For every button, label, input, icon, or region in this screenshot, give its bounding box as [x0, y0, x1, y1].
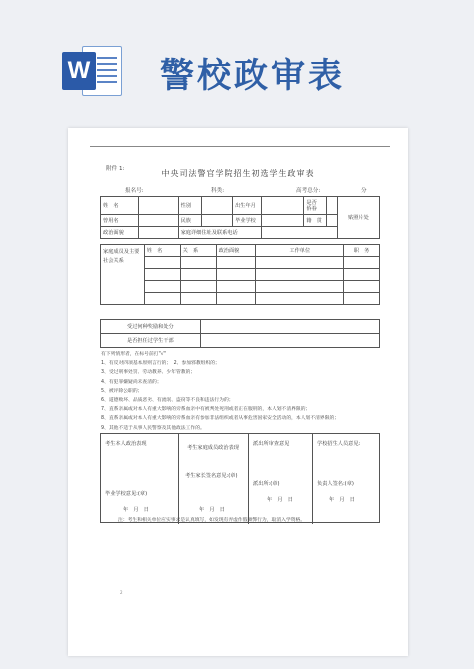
- family-header-position: 职 务: [344, 245, 380, 257]
- native-label: 籍 贯: [304, 215, 327, 227]
- punish-field[interactable]: [200, 320, 379, 334]
- leader-sign-label: 负责人签名:(章): [317, 481, 354, 487]
- document-page: [68, 128, 408, 656]
- opinion-table: [100, 433, 380, 523]
- subject-label: 科类:: [211, 188, 225, 194]
- school-team-label: 学校招生人员意见:: [317, 441, 361, 447]
- footnote: 注：考生和相关单位应实事求是认真填写，如发现有弄虚作假舞弊行为，取消入学资格。: [118, 518, 306, 523]
- note-line: 3、受过刑事处罚、劳动教养、少年管教的；: [101, 370, 196, 376]
- date-label: 年 月 日: [199, 507, 225, 513]
- photo-box: 贴照片处: [337, 197, 379, 239]
- attachment-label: 附件 1:: [106, 166, 125, 172]
- ethnic-label: 民族: [178, 215, 201, 227]
- note-line: 8、直系亲属或对本人有重大影响的旁系血亲有参加非法组织或者从事危害国家安全活动的，本人划不清界限的；: [101, 416, 340, 422]
- date-label: 年 月 日: [329, 497, 355, 503]
- grad-school-label: 毕业学校意见:(章): [105, 491, 148, 497]
- score-unit: 分: [361, 188, 367, 194]
- name-field[interactable]: [138, 197, 178, 215]
- school-label: 毕业学校: [233, 215, 262, 227]
- note-line: 1、有反对四项基本原则言行的； 2、参加邪教组织的；: [101, 361, 220, 367]
- note-line: 4、有犯罪嫌疑尚未查清的；: [101, 379, 162, 385]
- word-icon: [62, 42, 124, 100]
- parent-sign-label: 考生家长签名意见:(章): [185, 473, 238, 479]
- page-title: 警校政审表: [160, 56, 345, 96]
- family-header-relation: 关 系: [180, 245, 216, 257]
- document-title: 中央司法警官学院招生初选学生政审表: [161, 169, 315, 178]
- name-label: 姓 名: [101, 197, 139, 215]
- applicant-table: [100, 196, 380, 239]
- native-field[interactable]: [327, 215, 337, 227]
- address-field[interactable]: [262, 227, 338, 239]
- family-header-workplace: 工作单位: [256, 245, 344, 257]
- date-label: 年 月 日: [267, 497, 293, 503]
- birth-field[interactable]: [262, 197, 304, 215]
- family-opinion-label: 考生家庭成员政治表现: [187, 445, 239, 451]
- header-banner: [0, 0, 474, 118]
- family-column[interactable]: [179, 434, 249, 524]
- family-label: 家庭成员及主要社会关系: [101, 245, 145, 305]
- note-line: 9、其他不适于从事人民警察及其他政法工作的。: [101, 425, 205, 431]
- date-label: 年 月 日: [123, 507, 149, 513]
- school-field[interactable]: [262, 215, 304, 227]
- ethnic-field[interactable]: [201, 215, 232, 227]
- cadre-field[interactable]: [200, 334, 379, 348]
- family-header-political: 政治面貌: [216, 245, 256, 257]
- political-field[interactable]: [138, 227, 178, 239]
- score-label: 高考总分:: [296, 188, 321, 194]
- police-sign-label: 派出所:(章): [253, 481, 280, 487]
- top-rule: [90, 146, 390, 147]
- police-opinion-label: 派出所审查意见: [253, 441, 290, 447]
- family-table: [100, 244, 380, 305]
- overseas-field[interactable]: [327, 197, 337, 215]
- note-line: 6、道德败坏、品质恶劣、有流氓、盗窃等不良和违法行为的；: [101, 398, 234, 404]
- address-label: 家庭详细住址及联系电话: [178, 227, 262, 239]
- police-column[interactable]: [249, 434, 313, 524]
- cadre-label: 是否担任过学生干部: [101, 334, 201, 348]
- school-team-column[interactable]: [313, 434, 381, 524]
- note-line: 7、直系亲属或对本人有重大影响的旁系血亲中有被判处死刑或者正在服刑的，本人划不清界限的；: [101, 407, 311, 413]
- note-line: 有下列情形者，在标号前打"√": [101, 352, 167, 357]
- punish-label: 受过何种奖励和处分: [101, 320, 201, 334]
- word-tile: W: [62, 52, 96, 90]
- political-label: 政治面貌: [101, 227, 139, 239]
- self-label: 考生本人政治表现: [105, 441, 147, 447]
- used-name-field[interactable]: [138, 215, 178, 227]
- gender-field[interactable]: [201, 197, 232, 215]
- overseas-label: 是否 侨眷: [304, 197, 327, 215]
- used-name-label: 曾用名: [101, 215, 139, 227]
- note-line: 5、被评除公职的；: [101, 388, 143, 394]
- criteria-notes: [101, 350, 381, 433]
- exam-no-label: 报名号:: [125, 188, 144, 194]
- page-number: 2: [120, 590, 123, 595]
- family-header-name: 姓 名: [144, 245, 180, 257]
- gender-label: 性别: [178, 197, 201, 215]
- record-table: [100, 319, 380, 348]
- birth-label: 出生年月: [233, 197, 262, 215]
- self-column[interactable]: [101, 434, 179, 524]
